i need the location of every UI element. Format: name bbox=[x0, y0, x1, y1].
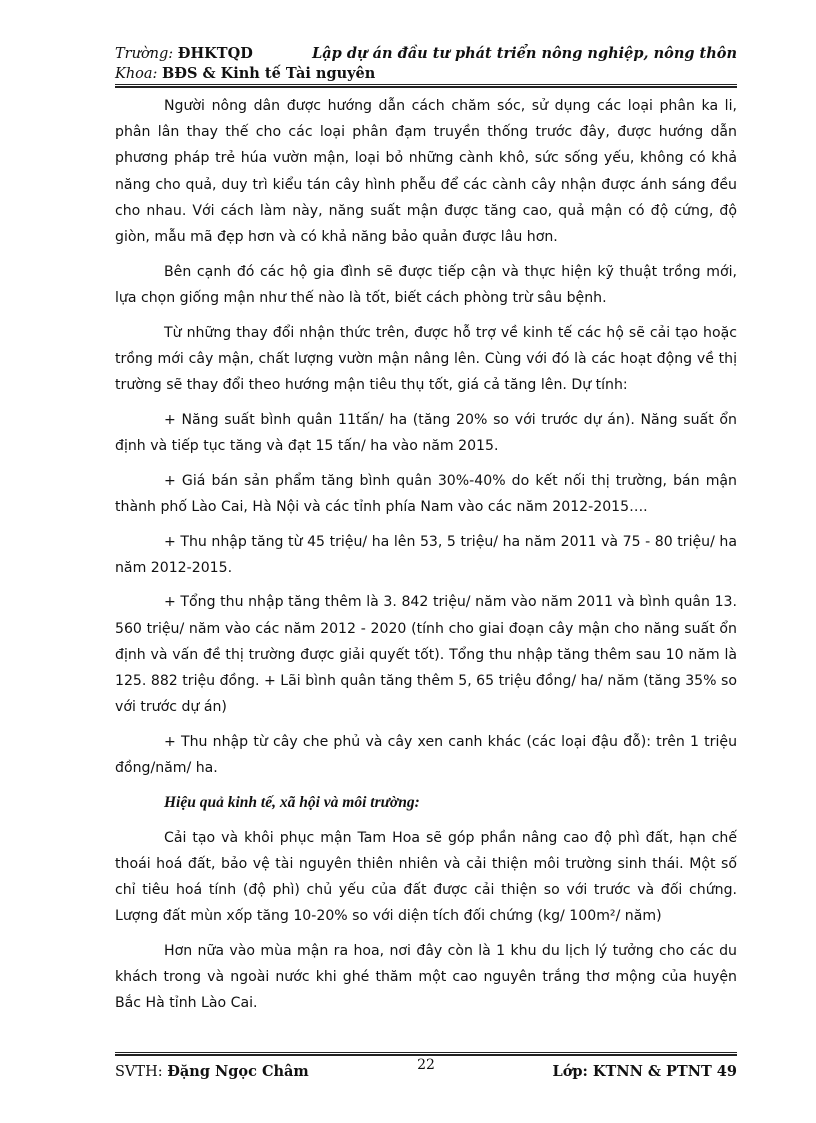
section-heading: Hiệu quả kinh tế, xã hội và môi trường: bbox=[164, 793, 420, 811]
paragraph-5: + Giá bán sản phẩm tăng bình quân 30%-40% do kết nối thị trường, bán mận thành phố Lào Cai, Hà Nội và các tỉnh phía Nam vào các năm 2012-2015…. bbox=[115, 472, 737, 515]
paragraph-2: Bên cạnh đó các hộ gia đình sẽ được tiếp cận và thực hiện kỹ thuật trồng mới, lựa chọn giống mận như thế nào là tốt, biết cách phòng trừ sâu bệnh. bbox=[115, 263, 737, 306]
faculty-label: Khoa: bbox=[115, 66, 158, 82]
student-label: SVTH: bbox=[115, 1064, 163, 1080]
paragraph-9: Cải tạo và khôi phục mận Tam Hoa sẽ góp phần nâng cao độ phì đất, hạn chế thoái hoá đất, bảo vệ tài nguyên thiên nhiên và cải thiện môi trường sinh thái. Một số chỉ tiêu hoá tính (độ phì) chủ yếu của đất được cải thiện so với trước và đối chứng. Lượng đất mùn xốp tăng 10-20% so với diện tích đối chứng (kg/ 100m²/ năm) bbox=[115, 829, 737, 925]
paragraph-10: Hơn nữa vào mùa mận ra hoa, nơi đây còn là 1 khu du lịch lý tưởng cho các du khách trong và ngoài nước khi ghé thăm một cao nguyên trắng thơ mộng của huyện Bắc Hà tỉnh Lào Cai. bbox=[115, 942, 737, 1012]
student-name: Đặng Ngọc Châm bbox=[167, 1063, 309, 1080]
paragraph-8: + Thu nhập từ cây che phủ và cây xen canh khác (các loại đậu đỗ): trên 1 triệu đồng/năm/ ha. bbox=[115, 733, 737, 777]
school-label: Trường: bbox=[115, 46, 174, 62]
paragraph-4: + Năng suất bình quân 11tấn/ ha (tăng 20% so với trước dự án). Năng suất ổn định và tiếp tục tăng và đạt 15 tấn/ ha vào năm 2015. bbox=[115, 411, 737, 454]
page-header bbox=[115, 44, 737, 84]
paragraph-3: Từ những thay đổi nhận thức trên, được hỗ trợ về kinh tế các hộ sẽ cải tạo hoặc trồng mới cây mận, chất lượng vườn mận nâng lên. Cùng với đó là các hoạt động về thị trường sẽ thay đổi theo hướng mận tiêu thụ tốt, giá cả tăng lên. Dự tính: bbox=[115, 324, 737, 394]
document-title: Lập dự án đầu tư phát triển nông nghiệp, nông thôn bbox=[312, 45, 737, 62]
paragraph-1: Người nông dân được hướng dẫn cách chăm sóc, sử dụng các loại phân ka li, phân lân thay thế cho các loại phân đạm truyền thống trước đây, được hướng dẫn phương pháp trẻ húa vườn mận, loại bỏ những cành khô, sức sống yếu, không có khả năng cho quả, duy trì kiểu tán cây hình phễu để các cành cây nhận được ánh sáng đều cho nhau. Với cách làm này, năng suất mận được tăng cao, quả mận có độ cứng, độ giòn, mẫu mã đẹp hơn và có khả năng bảo quản được lâu hơn. bbox=[115, 98, 737, 246]
faculty-line bbox=[115, 64, 375, 84]
paragraph-7: + Tổng thu nhập tăng thêm là 3. 842 triệu/ năm vào năm 2011 và bình quân 13. 560 triệu/ năm vào các năm 2012 - 2020 (tính cho giai đoạn cây mận cho năng suất ổn định và vấn đề thị trường được giải quyết tốt). Tổng thu nhập tăng thêm sau 10 năm là 125. 882 triệu đồng. + Lãi bình quân tăng thêm 5, 65 triệu đồng/ ha/ năm (tăng 35% so với trước dự án) bbox=[115, 594, 737, 716]
page-body bbox=[115, 93, 737, 1025]
school-value: ĐHKTQD bbox=[177, 45, 253, 62]
page-number: 22 bbox=[417, 1057, 435, 1073]
class-info: Lớp: KTNN & PTNT 49 bbox=[552, 1063, 737, 1080]
paragraph-6: + Thu nhập tăng từ 45 triệu/ ha lên 53, 5 triệu/ ha năm 2011 và 75 - 80 triệu/ ha năm 2012-2015. bbox=[115, 533, 737, 576]
faculty-value: BĐS & Kinh tế Tài nguyên bbox=[162, 65, 376, 82]
header-divider bbox=[115, 84, 737, 88]
page-footer bbox=[115, 1056, 737, 1080]
